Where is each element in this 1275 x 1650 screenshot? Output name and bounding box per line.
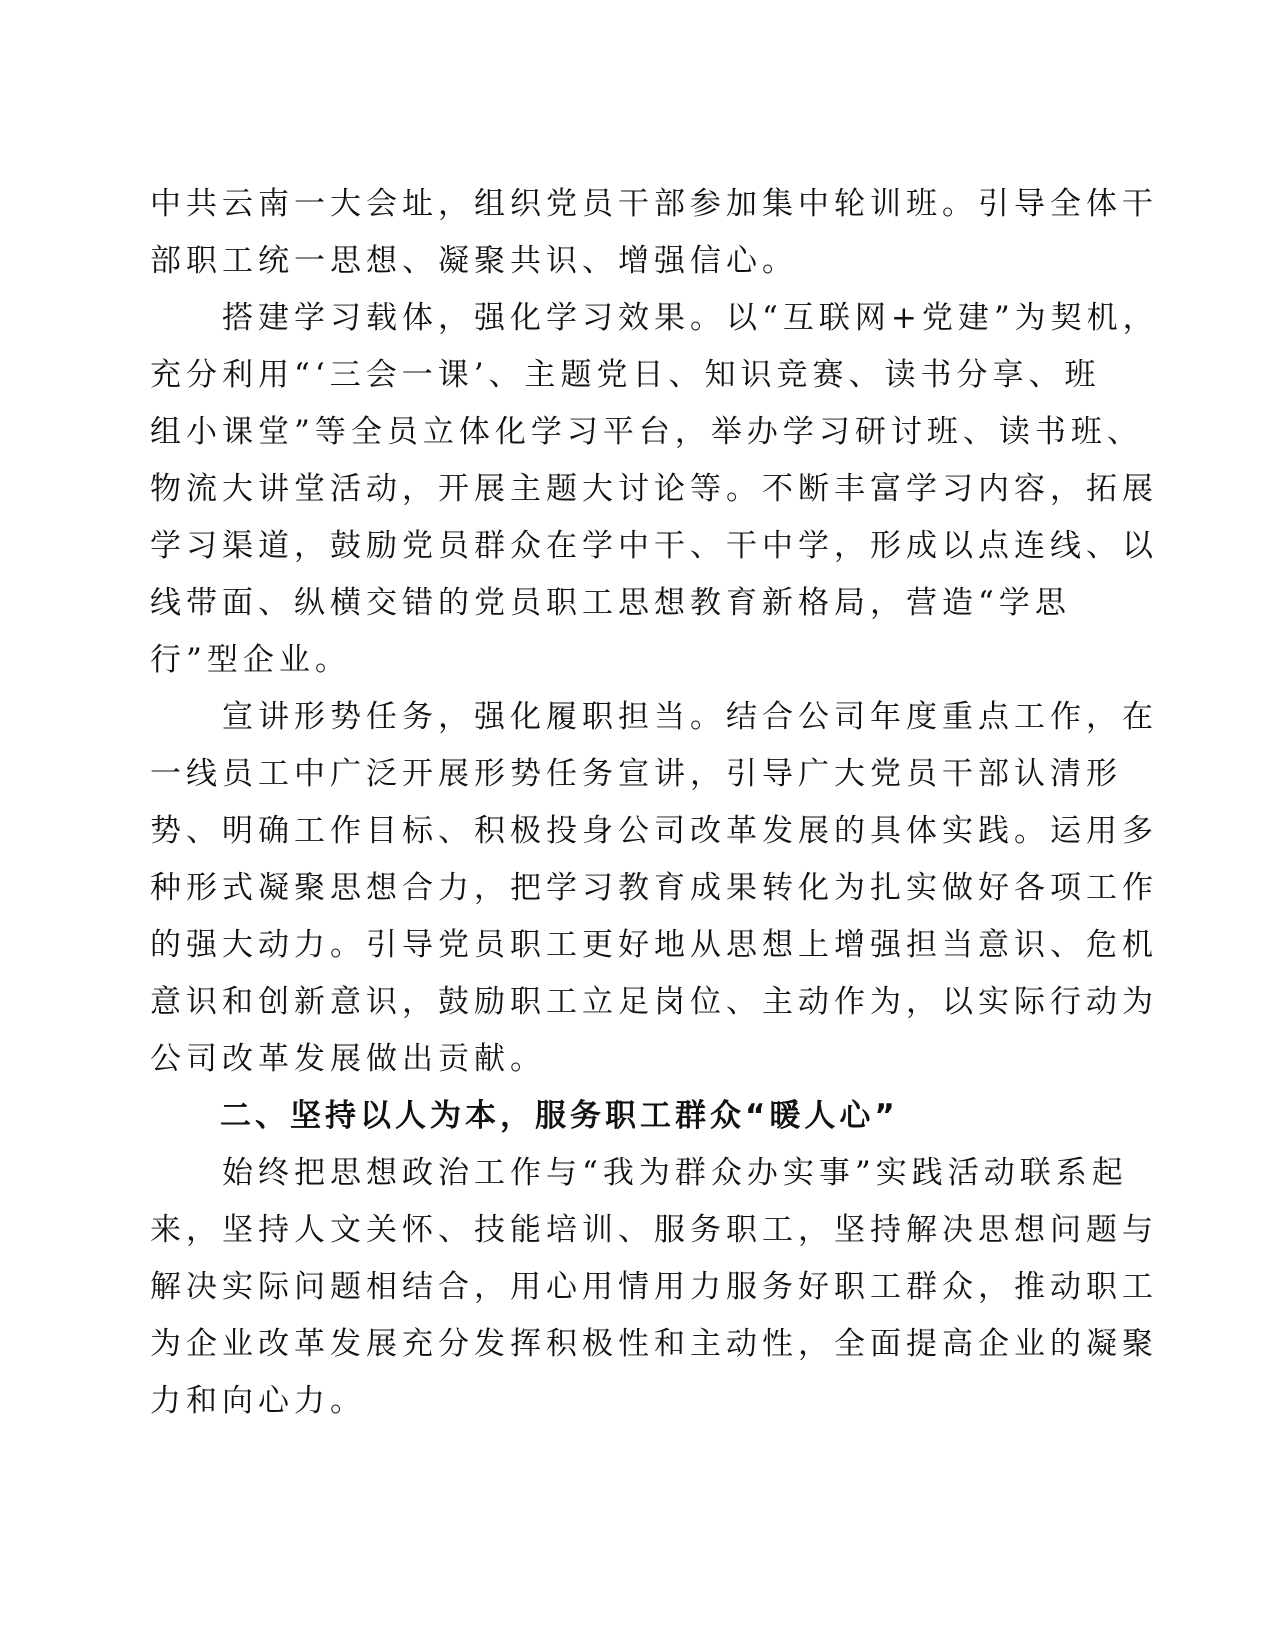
text-line: 来，坚持人文关怀、技能培训、服务职工，坚持解决思想问题与 — [150, 1212, 1158, 1248]
text-line: 行”型企业。 — [150, 642, 351, 678]
text-line: 中共云南一大会址，组织党员干部参加集中轮训班。引导全体干 — [150, 186, 1158, 222]
text-line: 的强大动力。引导党员职工更好地从思想上增强担当意识、危机 — [150, 927, 1158, 963]
body-text — [150, 176, 1159, 1430]
text-line: 学习渠道，鼓励党员群众在学中干、干中学，形成以点连线、以 — [150, 528, 1158, 564]
text-line: 为企业改革发展充分发挥积极性和主动性，全面提高企业的凝聚 — [150, 1326, 1158, 1362]
text-line: 组小课堂”等全员立体化学习平台，举办学习研讨班、读书班、 — [150, 414, 1143, 450]
text-line: 线带面、纵横交错的党员职工思想教育新格局，营造“学思 — [150, 585, 1071, 621]
text-line: 部职工统一思想、凝聚共识、增强信心。 — [150, 243, 798, 279]
text-line: 意识和创新意识，鼓励职工立足岗位、主动作为，以实际行动为 — [150, 984, 1158, 1020]
text-line: 力和向心力。 — [150, 1383, 366, 1419]
text-line: 始终把思想政治工作与“我为群众办实事”实践活动联系起 — [150, 1155, 1128, 1191]
text-line: 充分利用“‘三会一课’、主题党日、知识竞赛、读书分享、班 — [150, 357, 1101, 393]
text-line: 势、明确工作目标、积极投身公司改革发展的具体实践。运用多 — [150, 813, 1158, 849]
text-line: 宣讲形势任务，强化履职担当。结合公司年度重点工作，在 — [150, 699, 1158, 735]
text-line: 物流大讲堂活动，开展主题大讨论等。不断丰富学习内容，拓展 — [150, 471, 1158, 507]
text-line: 公司改革发展做出贡献。 — [150, 1041, 546, 1077]
section-heading: 二、坚持以人为本，服务职工群众“暖人心” — [150, 1098, 899, 1134]
text-line: 解决实际问题相结合，用心用情用力服务好职工群众，推动职工 — [150, 1269, 1158, 1305]
text-line: 一线员工中广泛开展形势任务宣讲，引导广大党员干部认清形 — [150, 756, 1122, 792]
text-line: 搭建学习载体，强化学习效果。以“互联网+党建”为契机， — [150, 300, 1159, 336]
text-line: 种形式凝聚思想合力，把学习教育成果转化为扎实做好各项工作 — [150, 870, 1158, 906]
